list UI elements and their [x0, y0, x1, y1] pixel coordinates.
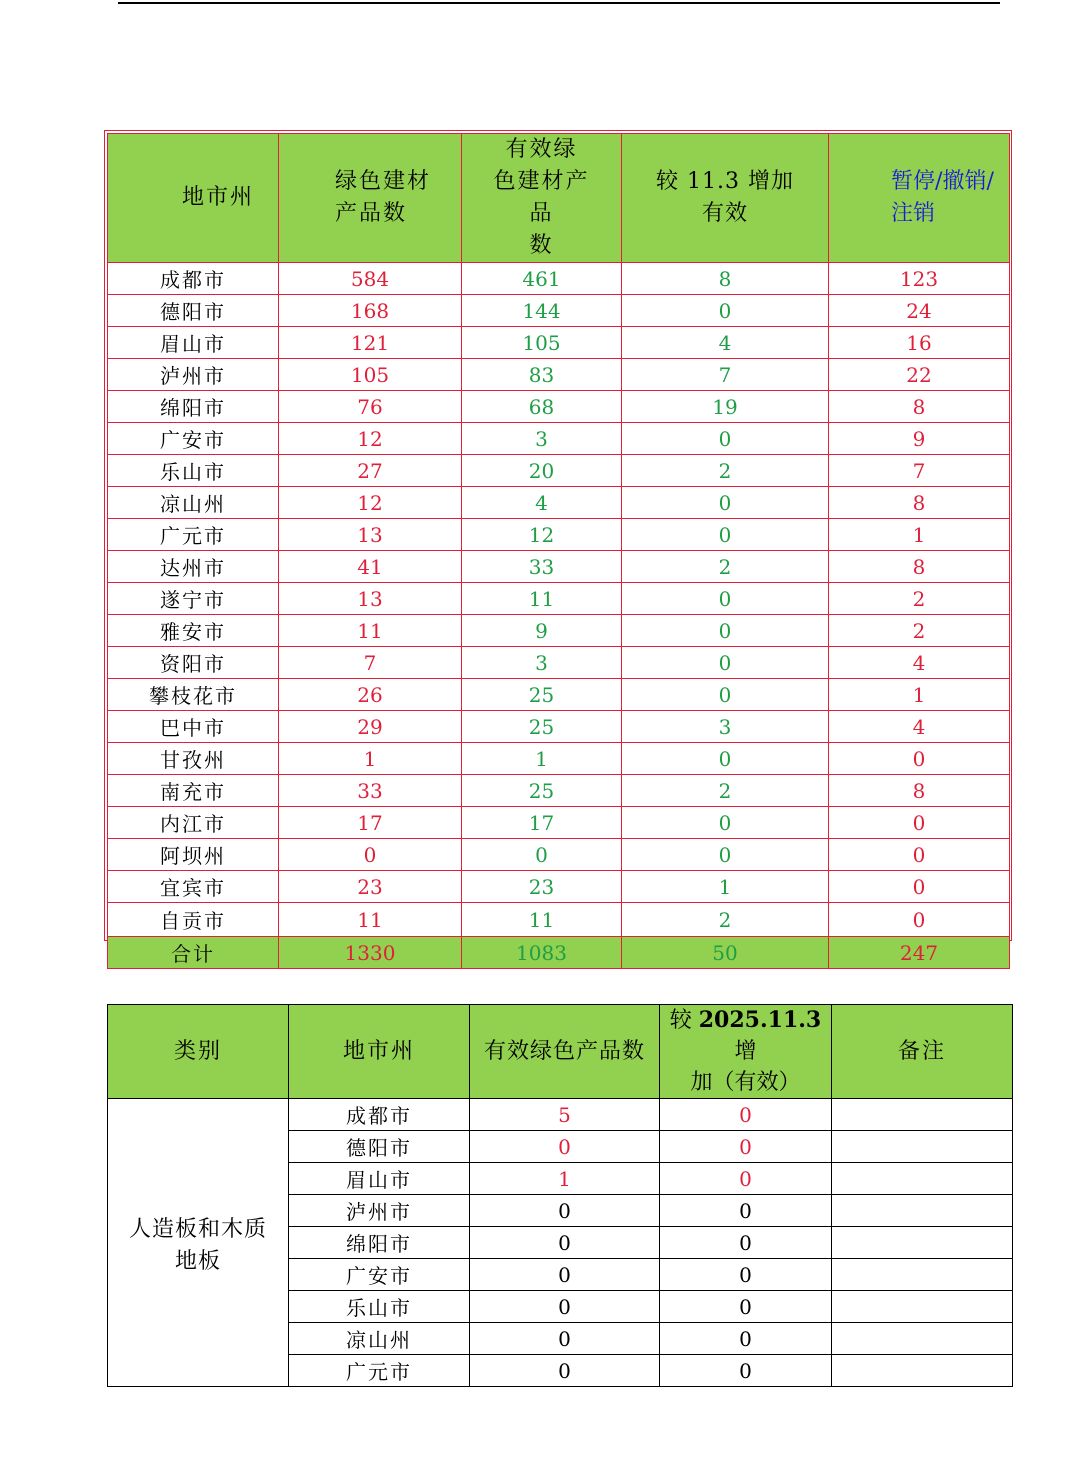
valid-products-cell: 25 — [462, 711, 622, 743]
revoked-cell: 8 — [829, 775, 1010, 807]
valid-products-cell: 11 — [462, 583, 622, 615]
valid-products-cell: 0 — [470, 1131, 660, 1163]
city-cell: 绵阳市 — [289, 1227, 470, 1259]
header-separator: / — [986, 169, 994, 194]
added-cell: 0 — [660, 1227, 832, 1259]
revoked-cell: 16 — [829, 327, 1010, 359]
total-products-cell: 11 — [279, 903, 462, 937]
table-row — [108, 807, 1010, 839]
table-header-row — [108, 1005, 1013, 1099]
city-cell: 广安市 — [108, 423, 279, 455]
city-cell: 眉山市 — [289, 1163, 470, 1195]
table-row — [108, 455, 1010, 487]
table-row — [108, 583, 1010, 615]
valid-products-cell: 11 — [462, 903, 622, 937]
city-cell: 达州市 — [108, 551, 279, 583]
total-products-cell: 7 — [279, 647, 462, 679]
added-cell: 0 — [660, 1259, 832, 1291]
table-row — [108, 775, 1010, 807]
header-suspended-text: 暂停 — [891, 169, 936, 194]
city-cell: 广安市 — [289, 1259, 470, 1291]
valid-products-cell: 0 — [470, 1355, 660, 1387]
valid-products-cell: 23 — [462, 871, 622, 903]
total-products-cell: 76 — [279, 391, 462, 423]
header-suspended-revoked — [829, 134, 1010, 263]
total-products-cell: 17 — [279, 807, 462, 839]
header-city: 地市州 — [108, 134, 279, 263]
note-cell — [832, 1099, 1013, 1131]
total-products-cell: 26 — [279, 679, 462, 711]
city-cell: 成都市 — [108, 263, 279, 295]
city-cell: 德阳市 — [289, 1131, 470, 1163]
valid-products-cell: 3 — [462, 423, 622, 455]
category-cell: 人造板和木质 地板 — [108, 1099, 289, 1387]
added-cell: 2 — [622, 775, 829, 807]
city-cell: 内江市 — [108, 807, 279, 839]
city-cell: 阿坝州 — [108, 839, 279, 871]
city-cell: 成都市 — [289, 1099, 470, 1131]
total-products-cell: 12 — [279, 487, 462, 519]
products-by-city-table — [107, 133, 1010, 969]
table-row — [108, 327, 1010, 359]
valid-products-cell: 1 — [462, 743, 622, 775]
products-by-city-table-frame — [104, 130, 1012, 966]
valid-products-cell: 12 — [462, 519, 622, 551]
valid-products-cell: 461 — [462, 263, 622, 295]
table-row — [108, 871, 1010, 903]
valid-products-cell: 0 — [462, 839, 622, 871]
note-cell — [832, 1259, 1013, 1291]
added-cell: 0 — [622, 807, 829, 839]
city-cell: 广元市 — [108, 519, 279, 551]
header-note: 备注 — [832, 1005, 1013, 1099]
total-products-cell: 23 — [279, 871, 462, 903]
revoked-cell: 8 — [829, 487, 1010, 519]
valid-products-cell: 144 — [462, 295, 622, 327]
note-cell — [832, 1355, 1013, 1387]
valid-products-cell: 4 — [462, 487, 622, 519]
added-cell: 4 — [622, 327, 829, 359]
table-row — [108, 519, 1010, 551]
note-cell — [832, 1195, 1013, 1227]
valid-products-cell: 0 — [470, 1291, 660, 1323]
summary-label: 合计 — [108, 937, 279, 969]
header-total-products: 绿色建材 产品数 — [279, 134, 462, 263]
added-cell: 7 — [622, 359, 829, 391]
added-cell: 19 — [622, 391, 829, 423]
summary-added: 50 — [622, 937, 829, 969]
revoked-cell: 8 — [829, 551, 1010, 583]
total-products-cell: 29 — [279, 711, 462, 743]
city-cell: 泸州市 — [289, 1195, 470, 1227]
total-products-cell: 41 — [279, 551, 462, 583]
revoked-cell: 0 — [829, 903, 1010, 937]
revoked-cell: 1 — [829, 519, 1010, 551]
city-cell: 眉山市 — [108, 327, 279, 359]
added-cell: 0 — [660, 1195, 832, 1227]
header-city: 地市州 — [289, 1005, 470, 1099]
added-cell: 0 — [660, 1291, 832, 1323]
added-cell: 0 — [622, 743, 829, 775]
added-cell: 0 — [660, 1131, 832, 1163]
summary-total: 1330 — [279, 937, 462, 969]
header-added-since: 较 2025.11.3 增 加（有效） — [660, 1005, 832, 1099]
added-cell: 0 — [622, 583, 829, 615]
header-valid-products: 有效绿 色建材产品 数 — [462, 134, 622, 263]
valid-products-cell: 5 — [470, 1099, 660, 1131]
total-products-cell: 121 — [279, 327, 462, 359]
table-row — [108, 295, 1010, 327]
valid-products-cell: 1 — [470, 1163, 660, 1195]
header-added-since: 较 11.3 增加 有效 — [622, 134, 829, 263]
total-products-cell: 105 — [279, 359, 462, 391]
added-cell: 8 — [622, 263, 829, 295]
table-row — [108, 711, 1010, 743]
table-row — [108, 263, 1010, 295]
summary-revoked: 247 — [829, 937, 1010, 969]
revoked-cell: 0 — [829, 743, 1010, 775]
revoked-cell: 4 — [829, 647, 1010, 679]
total-products-cell: 168 — [279, 295, 462, 327]
valid-products-cell: 3 — [462, 647, 622, 679]
table-row — [108, 391, 1010, 423]
table-row — [108, 359, 1010, 391]
city-cell: 广元市 — [289, 1355, 470, 1387]
city-cell: 凉山州 — [108, 487, 279, 519]
note-cell — [832, 1227, 1013, 1259]
city-cell: 泸州市 — [108, 359, 279, 391]
valid-products-cell: 105 — [462, 327, 622, 359]
total-products-cell: 33 — [279, 775, 462, 807]
valid-products-cell: 33 — [462, 551, 622, 583]
header-cancelled-text: 注销 — [891, 201, 936, 226]
total-products-cell: 584 — [279, 263, 462, 295]
total-products-cell: 13 — [279, 583, 462, 615]
revoked-cell: 9 — [829, 423, 1010, 455]
wood-flooring-table — [107, 1004, 1013, 1387]
city-cell: 攀枝花市 — [108, 679, 279, 711]
note-cell — [832, 1291, 1013, 1323]
summary-row — [108, 937, 1010, 969]
header-category: 类别 — [108, 1005, 289, 1099]
summary-valid: 1083 — [462, 937, 622, 969]
total-products-cell: 11 — [279, 615, 462, 647]
table-row — [108, 487, 1010, 519]
city-cell: 乐山市 — [289, 1291, 470, 1323]
table-row — [108, 1099, 1013, 1131]
header-separator: / — [935, 169, 943, 194]
added-cell: 2 — [622, 551, 829, 583]
city-cell: 资阳市 — [108, 647, 279, 679]
table-row — [108, 551, 1010, 583]
note-cell — [832, 1131, 1013, 1163]
added-cell: 0 — [660, 1323, 832, 1355]
city-cell: 雅安市 — [108, 615, 279, 647]
header-valid-products: 有效绿色产品数 — [470, 1005, 660, 1099]
table-row — [108, 423, 1010, 455]
added-cell: 3 — [622, 711, 829, 743]
valid-products-cell: 9 — [462, 615, 622, 647]
note-cell — [832, 1323, 1013, 1355]
city-cell: 德阳市 — [108, 295, 279, 327]
valid-products-cell: 0 — [470, 1259, 660, 1291]
note-cell — [832, 1163, 1013, 1195]
city-cell: 遂宁市 — [108, 583, 279, 615]
city-cell: 南充市 — [108, 775, 279, 807]
total-products-cell: 1 — [279, 743, 462, 775]
valid-products-cell: 20 — [462, 455, 622, 487]
revoked-cell: 123 — [829, 263, 1010, 295]
added-cell: 0 — [622, 679, 829, 711]
revoked-cell: 2 — [829, 615, 1010, 647]
city-cell: 凉山州 — [289, 1323, 470, 1355]
table-row — [108, 679, 1010, 711]
city-cell: 宜宾市 — [108, 871, 279, 903]
table-row — [108, 743, 1010, 775]
top-rule — [118, 2, 1000, 4]
added-cell: 0 — [622, 647, 829, 679]
revoked-cell: 4 — [829, 711, 1010, 743]
table-header-row — [108, 134, 1010, 263]
revoked-cell: 0 — [829, 871, 1010, 903]
header-revoked-text: 撤销 — [942, 169, 987, 194]
city-cell: 甘孜州 — [108, 743, 279, 775]
added-cell: 0 — [622, 839, 829, 871]
valid-products-cell: 83 — [462, 359, 622, 391]
total-products-cell: 12 — [279, 423, 462, 455]
valid-products-cell: 0 — [470, 1323, 660, 1355]
revoked-cell: 1 — [829, 679, 1010, 711]
added-cell: 0 — [622, 487, 829, 519]
revoked-cell: 2 — [829, 583, 1010, 615]
revoked-cell: 8 — [829, 391, 1010, 423]
revoked-cell: 22 — [829, 359, 1010, 391]
valid-products-cell: 25 — [462, 775, 622, 807]
added-cell: 0 — [622, 615, 829, 647]
valid-products-cell: 17 — [462, 807, 622, 839]
table-row — [108, 839, 1010, 871]
city-cell: 绵阳市 — [108, 391, 279, 423]
total-products-cell: 0 — [279, 839, 462, 871]
total-products-cell: 13 — [279, 519, 462, 551]
table-row — [108, 615, 1010, 647]
added-cell: 0 — [622, 295, 829, 327]
table-row — [108, 647, 1010, 679]
total-products-cell: 27 — [279, 455, 462, 487]
added-cell: 0 — [622, 519, 829, 551]
valid-products-cell: 25 — [462, 679, 622, 711]
valid-products-cell: 0 — [470, 1227, 660, 1259]
revoked-cell: 0 — [829, 807, 1010, 839]
valid-products-cell: 68 — [462, 391, 622, 423]
revoked-cell: 24 — [829, 295, 1010, 327]
added-cell: 2 — [622, 903, 829, 937]
added-cell: 1 — [622, 871, 829, 903]
valid-products-cell: 0 — [470, 1195, 660, 1227]
revoked-cell: 7 — [829, 455, 1010, 487]
table-row — [108, 903, 1010, 937]
city-cell: 乐山市 — [108, 455, 279, 487]
added-cell: 0 — [660, 1355, 832, 1387]
added-cell: 0 — [622, 423, 829, 455]
added-cell: 0 — [660, 1163, 832, 1195]
city-cell: 自贡市 — [108, 903, 279, 937]
added-cell: 0 — [660, 1099, 832, 1131]
city-cell: 巴中市 — [108, 711, 279, 743]
added-cell: 2 — [622, 455, 829, 487]
revoked-cell: 0 — [829, 839, 1010, 871]
